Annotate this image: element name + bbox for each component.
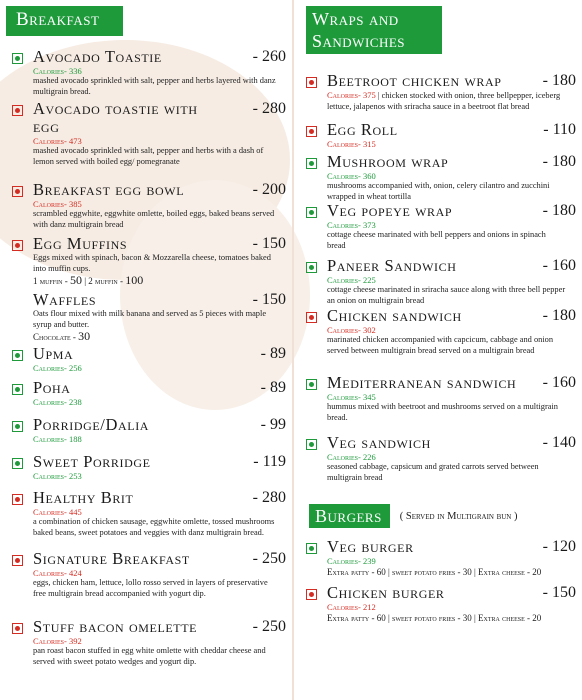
menu-item-price: - 110 <box>543 121 576 138</box>
calories-label: Calories- 424 <box>33 568 82 578</box>
menu-item-price: - 180 <box>542 202 576 219</box>
item-description: cottage cheese marinated in sriracha sauce along with three bell pepper an onion on multigrain bread <box>327 285 566 305</box>
menu-item-row <box>12 344 286 363</box>
menu-item-name: Beetroot chicken wrap <box>327 71 502 90</box>
nonveg-indicator-icon <box>12 555 23 566</box>
menu-item <box>306 373 576 423</box>
menu-item-name: Chicken sandwich <box>327 306 462 325</box>
veg-indicator-icon <box>12 458 23 469</box>
menu-item-row <box>12 549 286 568</box>
item-extras: Extra patty - 60 | sweet potato fries - 30 | Extra cheese - 20 <box>327 613 542 623</box>
calories-label: Calories- 239 <box>327 556 376 566</box>
menu-item <box>306 152 576 202</box>
menu-item-row <box>306 152 576 171</box>
menu-item-price: - 160 <box>542 374 576 391</box>
nonveg-indicator-icon <box>306 77 317 88</box>
menu-item-name: Chicken burger <box>327 583 445 602</box>
menu-item-row <box>12 290 286 309</box>
item-description: Oats flour mixed with milk banana and served as 5 pieces with maple syrup and butter. <box>33 309 267 329</box>
wraps-heading-line1: Wraps and <box>312 9 399 29</box>
menu-item <box>12 452 286 481</box>
menu-item-price: - 119 <box>253 453 286 470</box>
nonveg-indicator-icon <box>12 105 23 116</box>
breakfast-section <box>0 0 288 666</box>
nonveg-indicator-icon <box>306 126 317 137</box>
menu-item-row <box>306 537 576 556</box>
menu-item <box>306 201 576 251</box>
item-description: | chicken stocked with onion, three bellpepper, iceberg lettuce, jalapenos with sriracha sauce in a beetroot flat bread <box>327 91 561 111</box>
menu-item-price: - 150 <box>252 291 286 308</box>
menu-item-price: - 260 <box>252 48 286 65</box>
option-dash: - <box>117 276 126 286</box>
menu-item-row <box>12 47 286 66</box>
menu-item-name: Signature Breakfast <box>33 549 190 568</box>
menu-item <box>306 71 576 112</box>
veg-indicator-icon <box>306 439 317 450</box>
menu-item-row <box>306 120 576 139</box>
menu-item-price: - 180 <box>542 72 576 89</box>
calories-label: Calories- 336 <box>33 66 82 76</box>
calories-label: Calories- 392 <box>33 636 82 646</box>
option-label: 1 muffin <box>33 276 63 286</box>
option-separator: | <box>81 276 89 286</box>
option-label: Chocolate <box>33 332 71 342</box>
menu-item-row <box>306 583 576 602</box>
column-divider <box>292 0 294 700</box>
nonveg-indicator-icon <box>306 312 317 323</box>
menu-item-price: - 140 <box>542 434 576 451</box>
menu-item-price: - 250 <box>252 618 286 635</box>
menu-item-name: Stuff bacon omelette <box>33 617 198 636</box>
item-extras: Extra patty - 60 | sweet potato fries - 30 | Extra cheese - 20 <box>327 567 542 577</box>
item-options <box>33 274 280 287</box>
item-description: a combination of chicken sausage, eggwhite omlette, tossed mushrooms baked beans, sweet potatoes and veggies with danz multigrain bread. <box>33 517 275 537</box>
menu-item-name: Waffles <box>33 290 97 309</box>
menu-item-price: - 180 <box>542 307 576 324</box>
breakfast-heading: Breakfast <box>6 6 123 36</box>
wraps-section <box>300 0 582 623</box>
veg-indicator-icon <box>12 53 23 64</box>
calories-label: Calories- 445 <box>33 507 82 517</box>
item-description: mashed avocado sprinkled with salt, pepper and herbs with a dash of lemon served with boiled egg/ pomegranate <box>33 146 264 166</box>
veg-indicator-icon <box>12 350 23 361</box>
menu-item <box>12 488 286 538</box>
menu-item <box>12 617 286 667</box>
burgers-header <box>300 504 518 528</box>
menu-item-price: - 89 <box>260 345 286 362</box>
wraps-heading <box>306 6 442 54</box>
nonveg-indicator-icon <box>306 589 317 600</box>
veg-indicator-icon <box>12 421 23 432</box>
menu-item <box>306 433 576 483</box>
item-description: cottage cheese marinated with bell peppers and onions in spinach bread <box>327 230 546 250</box>
veg-indicator-icon <box>306 379 317 390</box>
menu-item-row <box>12 488 286 507</box>
burgers-heading: Burgers <box>309 504 390 528</box>
menu-item-row <box>12 452 286 471</box>
menu-item-row <box>12 234 286 253</box>
menu-item <box>12 290 286 343</box>
burgers-note: ( Served in Multigrain bun ) <box>399 510 518 522</box>
nonveg-indicator-icon <box>12 623 23 634</box>
menu-item-name: Sweet Porridge <box>33 452 151 471</box>
menu-item-name: Avocado Toastie <box>33 47 162 66</box>
calories-label: Calories- 188 <box>33 434 82 444</box>
menu-item-name: Veg burger <box>327 537 414 556</box>
menu-item-price: - 160 <box>542 257 576 274</box>
option-label: 2 muffin <box>88 276 118 286</box>
menu-item-row <box>12 415 286 434</box>
item-description: scrambled eggwhite, eggwhite omlette, boiled eggs, baked beans served with danz multigrain bread <box>33 209 275 229</box>
menu-item <box>306 256 576 306</box>
item-description: marinated chicken accompanied with capcicum, cabbage and onion served between multigrain bread served on a multigrain bread <box>327 335 554 355</box>
menu-item <box>12 549 286 599</box>
calories-label: Calories- 315 <box>327 139 376 149</box>
nonveg-indicator-icon <box>12 494 23 505</box>
menu-item-row <box>306 256 576 275</box>
calories-label: Calories- 212 <box>327 602 376 612</box>
item-description: mashed avocado sprinkled with salt, pepper and herbs layered with danz multigrain bread. <box>33 76 276 96</box>
veg-indicator-icon <box>306 262 317 273</box>
calories-label: Calories- 256 <box>33 363 82 373</box>
menu-item <box>12 180 286 230</box>
menu-item-row <box>12 617 286 636</box>
menu-item-name: Mediterranean sandwich <box>327 373 517 392</box>
menu-item <box>12 344 286 373</box>
menu-item-price: - 200 <box>252 181 286 198</box>
menu-item-row <box>12 180 286 199</box>
menu-item-price: - 280 <box>252 100 286 117</box>
menu-item-name: Veg sandwich <box>327 433 431 452</box>
item-description: eggs, chicken ham, lettuce, lollo rosso served in layers of preservative free multigrain bread accompanied with yogurt dip. <box>33 578 268 598</box>
menu-item-name: Egg Roll <box>327 120 398 139</box>
menu-item <box>12 99 286 167</box>
menu-item <box>306 120 576 149</box>
calories-label: Calories- 373 <box>327 220 376 230</box>
option-price: 100 <box>125 273 144 287</box>
nonveg-indicator-icon <box>12 186 23 197</box>
menu-item-price: - 89 <box>260 379 286 396</box>
calories-label: Calories- 360 <box>327 171 376 181</box>
menu-item <box>12 415 286 444</box>
menu-item-row <box>306 71 576 90</box>
menu-item-price: - 180 <box>542 153 576 170</box>
item-description: seasoned cabbage, capsicum and grated carrots served between multigrain bread <box>327 462 539 482</box>
menu-item-price: - 280 <box>252 489 286 506</box>
option-price: 50 <box>69 273 82 287</box>
nonveg-indicator-icon <box>12 240 23 251</box>
menu-item-price: - 120 <box>542 538 576 555</box>
menu-item-name: Breakfast egg bowl <box>33 180 185 199</box>
menu-item-name: Veg popeye wrap <box>327 201 453 220</box>
menu-item-price: - 99 <box>260 416 286 433</box>
menu-item-name: Mushroom wrap <box>327 152 449 171</box>
veg-indicator-icon <box>12 384 23 395</box>
menu-item-name: Avocado toastie with egg <box>33 99 198 136</box>
menu-item-row <box>306 433 576 452</box>
menu-item-price: - 150 <box>542 584 576 601</box>
menu-item-row <box>306 201 576 220</box>
veg-indicator-icon <box>306 158 317 169</box>
menu-item-name: Upma <box>33 344 74 363</box>
menu-item-name: Paneer Sandwich <box>327 256 457 275</box>
item-description: Eggs mixed with spinach, bacon & Mozzarella cheese, tomatoes baked into muffin cups. <box>33 253 271 273</box>
veg-indicator-icon <box>306 207 317 218</box>
menu-item-row <box>306 373 576 392</box>
menu-item-name: Healthy Brit <box>33 488 134 507</box>
menu-item-name: Egg Muffins <box>33 234 128 253</box>
calories-label: Calories- 473 <box>33 136 82 146</box>
menu-item <box>12 234 286 287</box>
option-dash: - <box>70 332 79 342</box>
calories-label: Calories- 375 <box>327 90 376 100</box>
menu-item-row <box>306 306 576 325</box>
calories-label: Calories- 302 <box>327 325 376 335</box>
menu-item <box>306 306 576 356</box>
item-description: pan roast bacon stuffed in egg white omlette with cheddar cheese and served with sweet potato wedges and yogurt dip. <box>33 646 266 666</box>
veg-indicator-icon <box>306 543 317 554</box>
calories-label: Calories- 345 <box>327 392 376 402</box>
calories-label: Calories- 238 <box>33 397 82 407</box>
option-price: 30 <box>78 329 91 343</box>
menu-item-price: - 150 <box>252 235 286 252</box>
menu-item <box>306 583 576 624</box>
menu-item-name: Poha <box>33 378 71 397</box>
menu-item <box>12 378 286 407</box>
menu-item-price: - 250 <box>252 550 286 567</box>
item-description: hummus mixed with beetroot and mushrooms served on a multigrain bread. <box>327 402 558 422</box>
menu-item-row <box>12 378 286 397</box>
wraps-heading-line2: Sandwiches <box>312 31 406 51</box>
calories-label: Calories- 385 <box>33 199 82 209</box>
menu-item <box>12 47 286 97</box>
calories-label: Calories- 253 <box>33 471 82 481</box>
menu-item-name: Porridge/Dalia <box>33 415 150 434</box>
item-options <box>33 330 280 343</box>
calories-label: Calories- 225 <box>327 275 376 285</box>
menu-item-row <box>12 99 286 136</box>
calories-label <box>327 90 566 112</box>
item-description: mushrooms accompanied with, onion, celery cilantro and zucchini wrapped in wheat tortilla <box>327 181 550 201</box>
menu-item <box>306 537 576 578</box>
option-dash: - <box>62 276 70 286</box>
calories-label: Calories- 226 <box>327 452 376 462</box>
